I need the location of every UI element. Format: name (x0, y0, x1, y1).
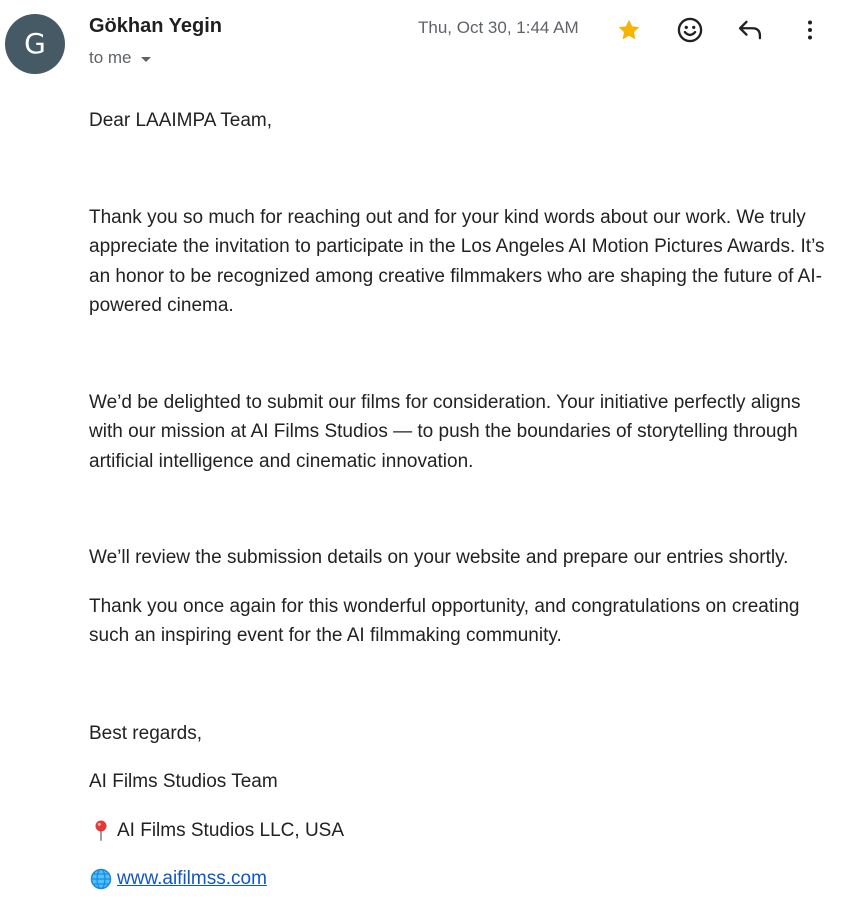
recipient-label: to me (89, 48, 132, 67)
more-options-button[interactable] (790, 10, 830, 50)
signature-website-line (89, 864, 834, 894)
closing: Best regards, (89, 722, 202, 744)
reply-icon (736, 16, 764, 44)
email-body (89, 106, 834, 894)
recipient-details-toggle[interactable] (89, 48, 151, 68)
more-vert-icon (798, 18, 822, 42)
add-reaction-button[interactable] (670, 10, 710, 50)
email-timestamp: Thu, Oct 30, 1:44 AM (418, 18, 579, 37)
body-paragraph: Thank you so much for reaching out and for your kind words about our work. We truly appreciate the invitation to participate in the Los Angeles AI Motion Pictures Awards. It’s an honor to be recognized among creative filmmakers who are shaping the future of AI-powered cinema. (89, 206, 825, 316)
map-pin-icon (89, 818, 113, 842)
body-paragraph: We’ll review the submission details on your website and prepare our entries shortly. (89, 547, 789, 568)
body-paragraph: Thank you once again for this wonderful opportunity, and congratulations on creating such an inspiring event for the AI filmmaking community. (89, 595, 800, 646)
website-link[interactable]: www.aifilmss.com (117, 868, 267, 889)
caret-down-icon[interactable] (141, 57, 151, 62)
reply-button[interactable] (730, 10, 770, 50)
star-icon (616, 17, 642, 43)
sender-name[interactable]: Gökhan Yegin (89, 15, 222, 37)
globe-icon (89, 867, 113, 891)
greeting: Dear LAAIMPA Team, (89, 110, 273, 131)
signature-team: AI Films Studios Team (89, 771, 278, 792)
signature-company: AI Films Studios LLC, USA (117, 819, 345, 841)
signature-address (89, 816, 834, 846)
avatar[interactable]: G (5, 14, 65, 74)
star-button[interactable] (609, 10, 649, 50)
smiley-icon (676, 16, 704, 44)
body-paragraph: We’d be delighted to submit our films for consideration. Your initiative perfectly aligns with our mission at AI Films Studios — to push the boundaries of storytelling through artificial intelligence and cinematic innovation. (89, 391, 801, 472)
